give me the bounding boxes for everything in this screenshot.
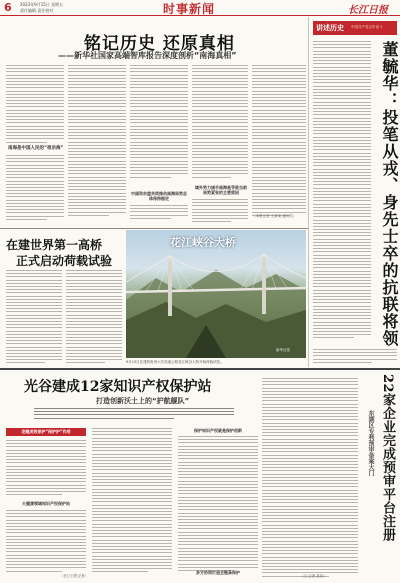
editors-info: 责任编辑 责任校对 — [20, 8, 54, 13]
photo-caption: 9月15日在建的贵州六安高速公路花江峡谷大桥开始荷载试验。 — [126, 360, 224, 364]
body-text — [192, 65, 248, 180]
date-info: 2023年9月15日 星期五 — [20, 2, 64, 7]
body-text — [252, 65, 306, 218]
bridge-subtitle: 正式启动荷载试验 — [16, 254, 113, 268]
column-vertical-headline: 董毓华：投笔从戎、身先士卒的抗联将领 — [380, 41, 399, 347]
top-story-title: 铭记历史 还原真相 — [84, 34, 235, 54]
body-text — [6, 440, 86, 497]
body-text — [178, 436, 258, 573]
body-text — [313, 41, 371, 341]
subhead-heritage: 南海是中国人民的“祖宗海” — [8, 146, 64, 151]
registration-subhead: 东湖区专利预审备案大门 — [367, 410, 374, 476]
registration-headline: 22家企业完成预审平台注册 — [380, 374, 395, 542]
bridge-story — [0, 230, 308, 366]
byline: （长江日报记者） — [60, 574, 88, 578]
masthead — [0, 0, 400, 16]
body-text — [6, 510, 86, 574]
body-text — [313, 349, 397, 365]
page-number: 6 — [4, 1, 12, 14]
top-story — [0, 17, 308, 227]
bridge-title: 在建世界第一高桥 — [6, 238, 103, 252]
history-column — [308, 17, 400, 347]
body-text — [68, 65, 126, 218]
body-text — [130, 205, 188, 221]
subhead-ip-2: 大健康领域知识产权保护站 — [22, 501, 70, 506]
body-text — [262, 378, 358, 579]
body-text — [6, 65, 64, 145]
body-text — [6, 270, 62, 366]
paper-logo: 长江日报 — [348, 5, 388, 16]
top-story-subtitle: ——新华社国家高端智库报告深度剖析“南海真相” — [58, 51, 237, 60]
subhead-ip-4: 多方协同打造全链条保护 — [196, 570, 240, 575]
column-logo-text: 讲述历史 — [316, 23, 344, 32]
subhead-ip-1: 老题成效保护“保护护”作用 — [6, 428, 86, 436]
body-text — [92, 428, 172, 575]
subhead-external: 域外势力插手南海是导致当前局势紧张的主要原因 — [195, 185, 247, 195]
body-text — [192, 199, 248, 225]
bridge-photo — [126, 230, 306, 358]
photo-credit: 新华社发 — [276, 348, 290, 352]
byline: （文 记者 某某） — [300, 574, 327, 578]
subhead-asean: 中国和东盟共同推动南海局势总体保持稳定 — [131, 191, 187, 201]
ip-title: 光谷建成12家知识产权保护站 — [24, 379, 212, 395]
column-logo — [313, 21, 397, 35]
lead-text — [34, 408, 234, 421]
body-text — [6, 155, 64, 222]
ip-story — [0, 370, 362, 583]
ip-subtitle: 打造创新沃土上的“护航舰队” — [96, 397, 190, 405]
photo-title: 花江峡谷大桥 — [170, 236, 236, 249]
registration-story — [362, 370, 400, 583]
section-title: 时事新闻 — [163, 2, 216, 16]
body-text — [66, 270, 122, 366]
byline: （本报记者 王某某 通讯员） — [252, 214, 297, 218]
column-logo-sub: 中国共产党百年奋斗 — [351, 25, 383, 29]
history-column-continued — [308, 347, 400, 367]
divider — [0, 228, 308, 229]
body-text — [130, 65, 188, 180]
subhead-ip-3: 保护知识产权就是保护创新 — [194, 428, 242, 433]
